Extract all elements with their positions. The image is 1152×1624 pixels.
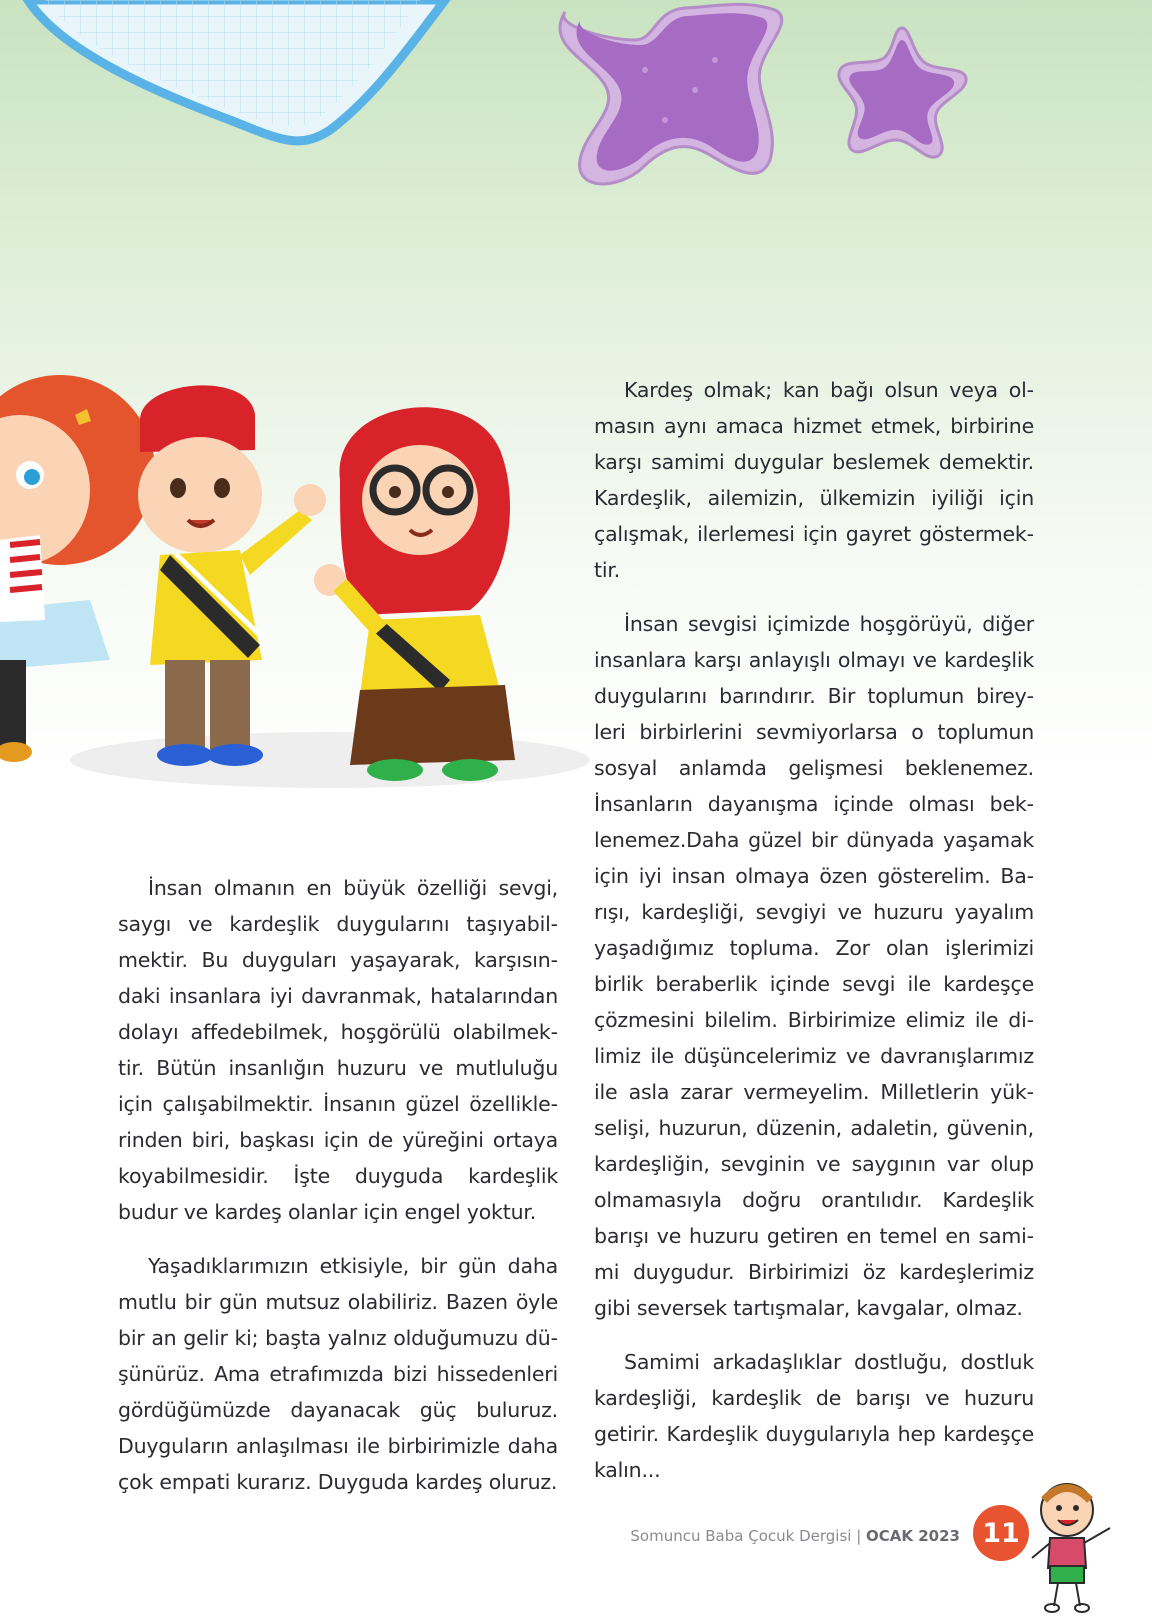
right-paragraph-3: Samimi arkadaşlıklar dostluğu, dostluk kardeşliği, kardeşlik de barışı ve huzuru getirir. Kardeşlik duygularıyla hep kardeşçe kalın...: [594, 1350, 1034, 1482]
right-paragraph-2: İnsan sevgisi içimizde hoşgörüyü, diğer insanlara karşı anlayışlı olmayı ve kardeşlik duygularını barındırır. Bir toplumun bireyleri birbirlerini sevmiyorlarsa o toplumun sosyal anlamda gelişmesi beklenemez. İnsanların dayanışma içinde olması beklenemez.Daha güzel bir dünyada yaşamak için iyi insan olmaya özen gösterelim. Barışı, kardeşliği, sevgiyi ve huzuru yayalım yaşadığımız topluma. Zor olan işlerimizi birlik beraberlik içinde sevgi ile kardeşçe çözmesini bilelim. Birbirimize elimiz ile dilimiz ile düşüncelerimiz ve davranışlarımız ile asla zarar vermeyelim. Milletlerin yükselişi, huzurun, düzenin, adaletin, güvenin, kardeşliğin, sevginin ve saygının var olup olmamasıyla doğru orantılıdır. Kardeşlik barışı ve huzuru getiren en temel en samimi duygudur. Birbirimizi öz kardeşlerimiz gibi seversek tartışmalar, kavgalar, olmaz.: [594, 612, 1034, 1320]
left-paragraph-2: Yaşadıklarımızın etkisiyle, bir gün daha mutlu bir gün mutsuz olabiliriz. Bazen öyle bir an gelir ki; başta yalnız olduğumuzu düşünürüz. Ama etrafımızda bizi hissedenleri gördüğümüzde dayanacak güç buluruz. Duyguların anlaşılması ile birbirimizle daha çok empati kurarız. Duyguda kardeş oluruz.: [118, 1254, 558, 1494]
small-star: [832, 22, 972, 162]
page-footer: [540, 1527, 960, 1545]
boy-figure: [138, 385, 326, 766]
page-number-badge: 11: [973, 1505, 1029, 1561]
hijab-girl-figure: [314, 407, 515, 781]
article-right-column: [594, 372, 1034, 1506]
children-illustration: [0, 360, 600, 830]
left-paragraph-1: İnsan olmanın en büyük özelliği sevgi, saygı ve kardeşlik duygularını taşıyabilmektir. Bu duyguları yaşayarak, karşısındaki insanlara iyi davranmak, hatalarından dolayı affedebilmek, hoşgörülü olabilmektir. Bütün insanlığın huzuru ve mutluluğu için çalışabilmektir. İnsanın güzel özelliklerinden biri, başkası için de yüreğini ortaya koyabilmesidir. İşte duyguda kardeşlik budur ve kardeş olanlar için engel yoktur.: [118, 876, 558, 1224]
large-star: [545, 0, 795, 190]
girl-figure: [0, 375, 155, 762]
magazine-name: Somuncu Baba Çocuk Dergisi: [630, 1527, 852, 1545]
right-paragraph-1: Kardeş olmak; kan bağı olsun veya olmasın aynı amaca hizmet etmek, birbirine karşı samimi duygular beslemek demektir. Kardeşlik, ailemizin, ülkemizin iyiliği için çalışmak, ilerlemesi için gayret göstermektir.: [594, 378, 1034, 582]
article-left-column: [118, 870, 558, 1518]
mascot-boy: [1022, 1478, 1132, 1618]
net-decoration: [0, 0, 460, 160]
issue-date: OCAK 2023: [866, 1527, 960, 1545]
footer-separator: |: [851, 1527, 867, 1545]
